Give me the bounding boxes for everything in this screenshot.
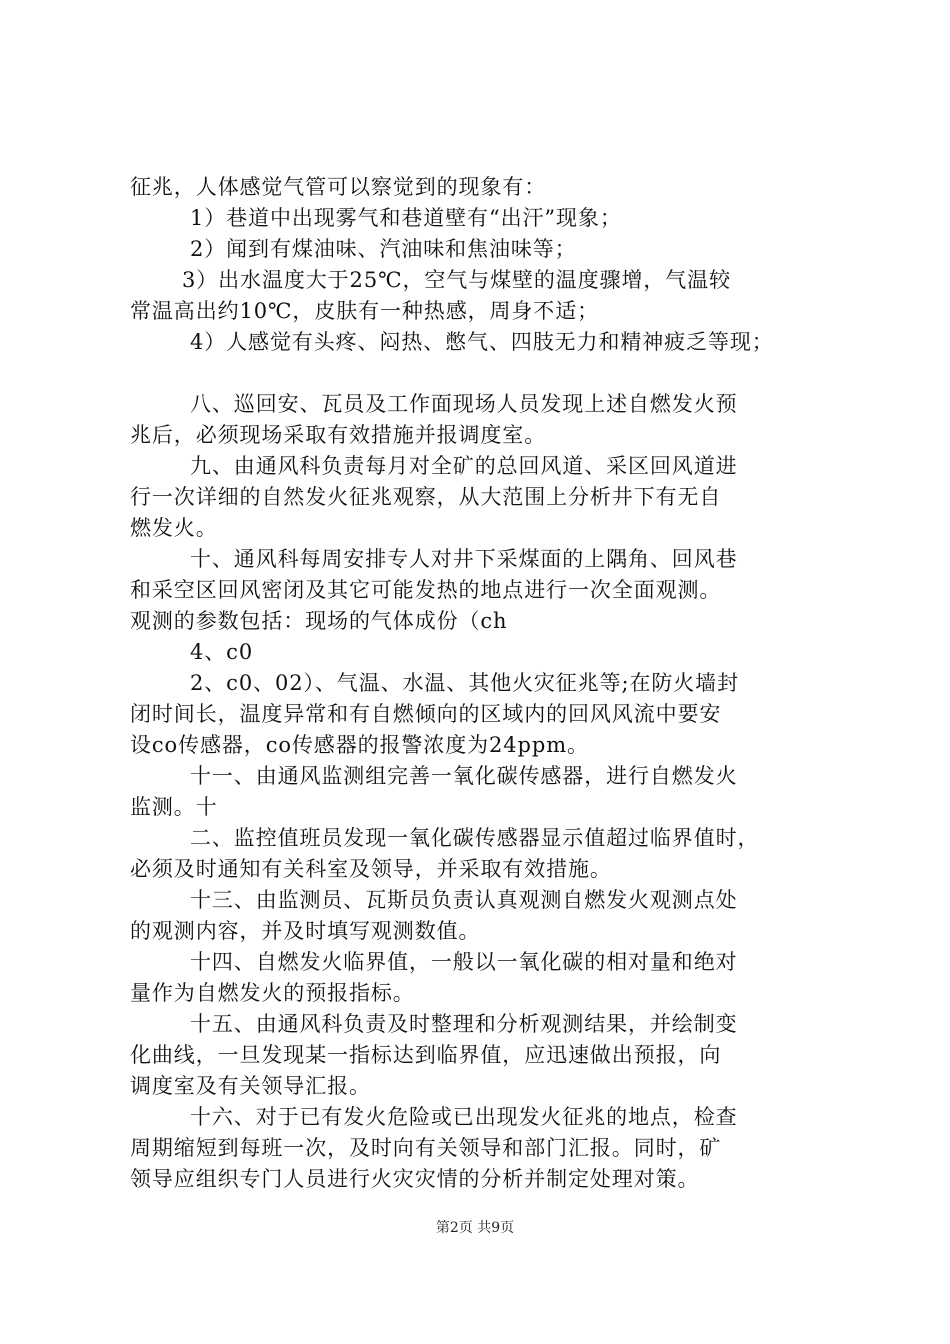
paragraph-line: 十六、对于已有发火危险或已出现发火征兆的地点，检查	[190, 1105, 738, 1129]
paragraph-line: 调度室及有关领导汇报。	[130, 1074, 371, 1098]
paragraph-line: 二、监控值班员发现一氧化碳传感器显示值超过临界值时，	[190, 826, 760, 850]
paragraph-line: 周期缩短到每班一次，及时向有关领导和部门汇报。同时，矿	[130, 1136, 722, 1160]
paragraph-line: 4）人感觉有头疼、闷热、憋气、四肢无力和精神疲乏等现；	[190, 330, 774, 354]
paragraph-line: 监测。十	[130, 795, 218, 819]
paragraph-line: 和采空区回风密闭及其它可能发热的地点进行一次全面观测。	[130, 578, 722, 602]
paragraph-line: 领导应组织专门人员进行火灾灾情的分析并制定处理对策。	[130, 1167, 700, 1191]
paragraph-line: 1）巷道中出现雾气和巷道壁有“出汗”现象；	[190, 206, 622, 230]
paragraph-line: 2、c0、02）、气温、水温、其他火灾征兆等;在防火墙封	[190, 671, 739, 695]
paragraph-line: 兆后，必须现场采取有效措施并报调度室。	[130, 423, 547, 447]
paragraph-line: 十、通风科每周安排专人对井下采煤面的上隅角、回风巷	[190, 547, 738, 571]
paragraph-line: 燃发火。	[130, 516, 218, 540]
paragraph-line: 闭时间长，温度异常和有自燃倾向的区域内的回风风流中要安	[130, 702, 722, 726]
paragraph-line: 4、c0	[190, 640, 254, 664]
paragraph-line: 必须及时通知有关科室及领导，并采取有效措施。	[130, 857, 612, 881]
document-body	[130, 172, 840, 1195]
paragraph-line: 十一、由通风监测组完善一氧化碳传感器，进行自燃发火	[190, 764, 738, 788]
paragraph-line: 化曲线，一旦发现某一指标达到临界值，应迅速做出预报，向	[130, 1043, 722, 1067]
paragraph-line: 征兆，人体感觉气管可以察觉到的现象有：	[130, 175, 547, 199]
paragraph-line: 常温高出约10℃，皮肤有一种热感，周身不适；	[130, 299, 600, 323]
page-number-footer: 第2页 共9页	[435, 1220, 515, 1236]
paragraph-line: 八、巡回安、瓦员及工作面现场人员发现上述自燃发火预	[190, 392, 738, 416]
paragraph-line: 设co传感器，co传感器的报警浓度为24ppm。	[130, 733, 589, 757]
paragraph-line: 2）闻到有煤油味、汽油味和焦油味等；	[190, 237, 577, 261]
paragraph-line: 观测的参数包括：现场的气体成份（ch	[130, 609, 508, 633]
paragraph-line: 3）出水温度大于25℃，空气与煤壁的温度骤增，气温较	[182, 268, 731, 292]
paragraph-line: 的观测内容，并及时填写观测数值。	[130, 919, 481, 943]
paragraph-line: 十五、由通风科负责及时整理和分析观测结果，并绘制变	[190, 1012, 738, 1036]
paragraph-line: 行一次详细的自然发火征兆观察，从大范围上分析井下有无自	[130, 485, 722, 509]
paragraph-line: 十四、自燃发火临界值，一般以一氧化碳的相对量和绝对	[190, 950, 738, 974]
paragraph-line: 十三、由监测员、瓦斯员负责认真观测自燃发火观测点处	[190, 888, 738, 912]
paragraph-line: 量作为自燃发火的预报指标。	[130, 981, 415, 1005]
paragraph-line: 九、由通风科负责每月对全矿的总回风道、采区回风道进	[190, 454, 738, 478]
paragraph-gap	[130, 358, 840, 389]
